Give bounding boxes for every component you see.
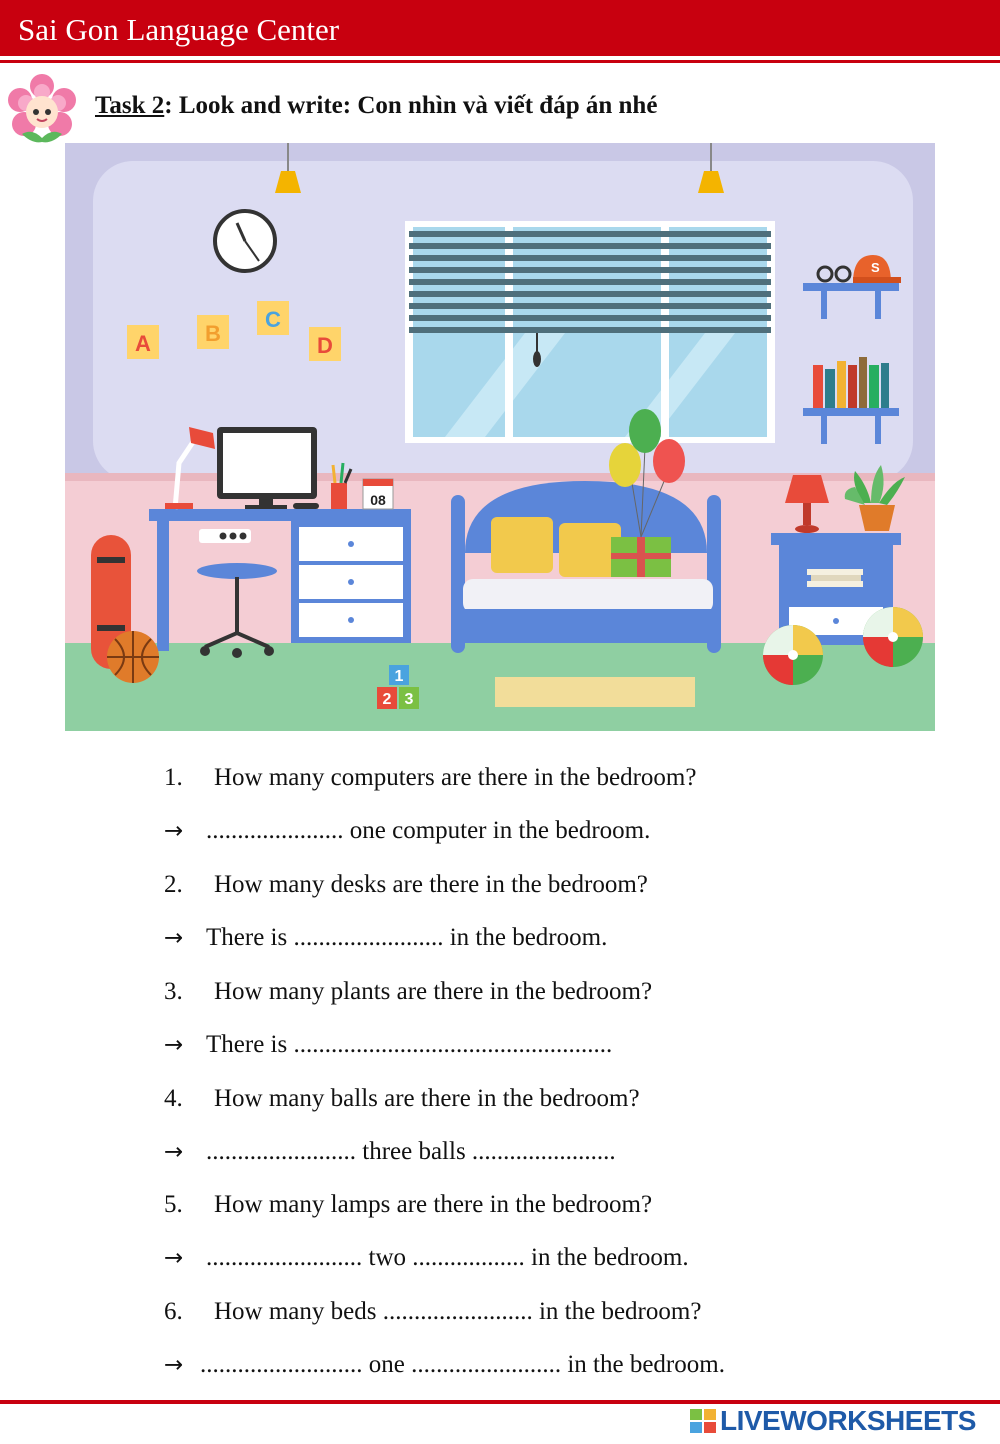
letter-block-d: D <box>317 333 333 358</box>
answer-1 <box>164 817 650 845</box>
header-title: Sai Gon Language Center <box>18 12 340 47</box>
question-1 <box>164 764 696 792</box>
brand-text: LIVEWORKSHEETS <box>720 1405 976 1436</box>
liveworksheets-mark-icon <box>690 1409 716 1433</box>
answer-text[interactable]: ...................... one computer in the bedroom. <box>206 817 651 844</box>
question-text: How many lamps are there in the bedroom? <box>214 1191 653 1218</box>
arrow-icon: → <box>164 1032 184 1058</box>
arrow-icon: → <box>164 925 184 951</box>
task-heading <box>95 92 657 120</box>
computer-icon <box>217 427 319 509</box>
answer-3 <box>164 1031 612 1059</box>
header-divider <box>0 60 1000 63</box>
beach-ball-icon <box>863 607 923 667</box>
wall-clock-icon <box>215 211 275 271</box>
question-6 <box>164 1298 701 1326</box>
header-bar <box>0 0 1000 56</box>
arrow-icon: → <box>164 1352 184 1378</box>
bedroom-illustration <box>65 143 935 731</box>
question-text: How many balls are there in the bedroom? <box>214 1085 640 1112</box>
answer-text[interactable]: There is ........................ in the bedroom. <box>206 924 608 951</box>
answer-5 <box>164 1244 689 1272</box>
calendar-day: 08 <box>370 492 386 508</box>
answer-4 <box>164 1138 616 1166</box>
basketball-icon <box>107 631 159 683</box>
letter-block-b: B <box>205 321 221 346</box>
desk-calendar-icon <box>363 479 393 509</box>
arrow-icon: → <box>164 818 184 844</box>
answer-2 <box>164 924 607 952</box>
gift-box-icon <box>611 537 671 577</box>
footer-divider <box>0 1400 1000 1404</box>
number-block-1: 1 <box>394 668 404 685</box>
question-text: How many plants are there in the bedroom? <box>214 978 653 1005</box>
arrow-icon: → <box>164 1139 184 1165</box>
letter-block-a: A <box>135 331 151 356</box>
number-block-2: 2 <box>382 691 392 708</box>
question-text: How many desks are there in the bedroom? <box>214 871 648 898</box>
question-3 <box>164 978 652 1006</box>
number-block-3: 3 <box>404 691 414 708</box>
answer-text[interactable]: ........................ three balls ....................... <box>206 1138 616 1165</box>
question-2 <box>164 871 648 899</box>
liveworksheets-logo <box>690 1406 976 1436</box>
flower-mascot-icon <box>4 72 80 148</box>
question-text: How many computers are there in the bedroom? <box>214 764 697 791</box>
question-5 <box>164 1191 652 1219</box>
letter-block-c: C <box>265 307 281 332</box>
answer-text[interactable]: There is ................................................... <box>206 1031 613 1058</box>
question-4 <box>164 1085 640 1113</box>
answer-6 <box>164 1351 725 1379</box>
task-instruction: : Look and write: Con nhìn và viết đáp án nhé <box>164 92 658 119</box>
task-label: Task 2 <box>95 92 165 119</box>
answer-text[interactable]: ......................... two .................. in the bedroom. <box>206 1244 689 1271</box>
arrow-icon: → <box>164 1245 184 1271</box>
question-number: 5. <box>164 1191 183 1218</box>
question-number: 1. <box>164 764 183 791</box>
beach-ball-icon <box>763 625 823 685</box>
window <box>405 221 775 443</box>
question-text: How many beds ........................ in the bedroom? <box>214 1298 702 1325</box>
question-number: 2. <box>164 871 183 898</box>
question-number: 4. <box>164 1085 183 1112</box>
answer-text[interactable]: .......................... one ........................ in the bedroom. <box>200 1351 725 1378</box>
question-number: 6. <box>164 1298 183 1325</box>
cap-letter: S <box>871 260 880 275</box>
question-number: 3. <box>164 978 183 1005</box>
